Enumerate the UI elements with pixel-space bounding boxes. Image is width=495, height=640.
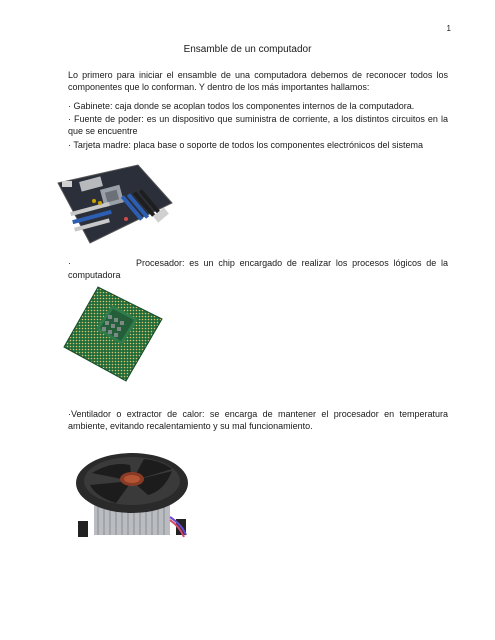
cpu-fan-image <box>72 447 192 547</box>
processor-image <box>60 285 165 385</box>
item-procesador: Procesador: es un chip encargado de realizar los procesos lógicos de la computadora <box>68 258 448 280</box>
page-number: 1 <box>446 24 451 33</box>
intro-paragraph: Lo primero para iniciar el ensamble de una computadora debemos de reconocer todos los componentes que lo conforman. Y dentro de los más importantes hallamos: <box>68 70 448 92</box>
motherboard-image <box>50 163 175 245</box>
document-title: Ensamble de un computador <box>183 44 312 55</box>
item-fuente-de-poder: · Fuente de poder: es un dispositivo que suministra de corriente, a los distintos circuitos en la que se encuentre <box>68 114 448 136</box>
item-ventilador: ·Ventilador o extractor de calor: se encarga de mantener el procesador en temperatura ambiente, evitando recalentamiento y su mal funcionamiento. <box>68 409 448 431</box>
item-procesador-bullet: · <box>68 258 71 268</box>
item-gabinete: · Gabinete: caja donde se acoplan todos los componentes internos de la computadora. <box>68 101 415 111</box>
item-tarjeta-madre: · Tarjeta madre: placa base o soporte de todos los componentes electrónicos del sistema <box>68 140 424 150</box>
